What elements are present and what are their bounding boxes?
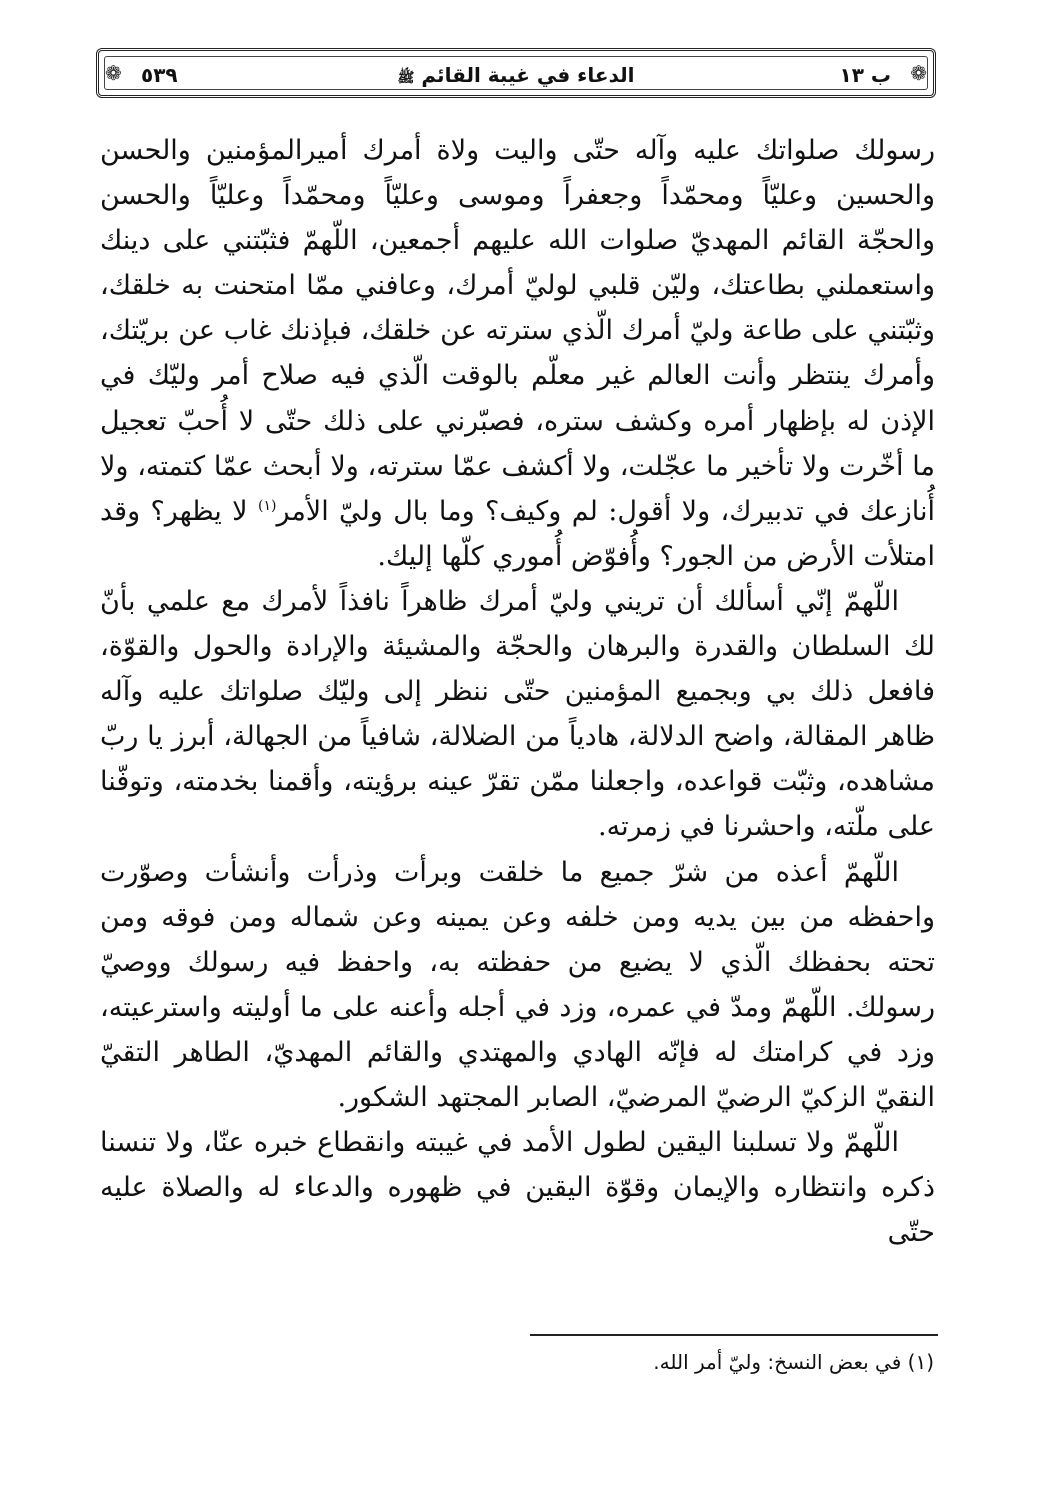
honorific-symbol: ﷺ	[397, 70, 415, 86]
footnote-separator	[530, 1334, 938, 1336]
main-text	[100, 128, 935, 1255]
footnote-reference: (١)	[257, 497, 277, 514]
chapter-label: ب ١٣	[839, 63, 891, 87]
paragraph-4: اللّهمّ ولا تسلبنا اليقين لطول الأمد في غيبته وانقطاع خبره عنّا، ولا تنسنا ذكره وانتظاره والإيمان وقوّة اليقين في ظهوره والدعاء له والصلاة عليه حتّى	[100, 1127, 935, 1249]
paragraph-3: اللّهمّ أعذه من شرّ جميع ما خلقت وبرأت وذرأت وأنشأت وصوّرت واحفظه من بين يديه ومن خلفه وعن يمينه وعن شماله ومن فوقه ومن تحته بحفظك الّذي لا يضيع من حفظته به، واحفظ فيه رسولك ووصيّ رسولك. اللّهمّ ومدّ في عمره، وزد في أجله وأعنه على ما أوليته واسترعيته، وزد في كرامتك له فإنّه الهادي والمهتدي والقائم المهديّ، الطاهر التقيّ النقيّ الزكيّ الرضيّ المرضيّ، الصابر المجتهد الشكور.	[100, 856, 935, 1113]
running-title-text: الدعاء في غيبة القائم	[421, 63, 635, 87]
page-header	[96, 48, 936, 98]
ornament-left-icon: ❁	[105, 61, 122, 85]
paragraph-2: اللّهمّ إنّي أسألك أن تريني وليّ أمرك ظاهراً نافذاً لأمرك مع علمي بأنّ لك السلطان والقدرة والبرهان والحجّة والمشيئة والإرادة والحول والقوّة، فافعل ذلك بي وبجميع المؤمنين حتّى ننظر إلى وليّك صلواتك عليه وآله ظاهر المقالة، واضح الدلالة، هادياً من الضلالة، شافياً من الجهالة، أبرز يا ربّ مشاهده، وثبّت قواعده، واجعلنا ممّن تقرّ عينه برؤيته، وأقمنا بخدمته، وتوفّنا على ملّته، واحشرنا في زمرته.	[100, 585, 935, 843]
page-number: ٥٣٩	[141, 63, 178, 87]
paragraph-1-part-a: رسولك صلواتك عليه وآله حتّى واليت ولاة أمرك أميرالمؤمنين والحسن والحسين وعليّاً ومحمّداً وجعفراً وموسى وعليّاً ومحمّداً وعليّاً والحسن والحجّة القائم المهديّ صلوات الله عليهم أجمعين، اللّهمّ فثبّتني على دينك واستعملني بطاعتك، وليّن قلبي لوليّ أمرك، وعافني ممّا امتحنت به خلقك، وثبّتني على طاعة وليّ أمرك الّذي سترته عن خلقك، فبإذنك غاب عن بريّتك، وأمرك ينتظر وأنت العالم غير معلّم بالوقت الّذي فيه صلاح أمر وليّك في الإذن له بإظهار أمره وكشف ستره، فصبّرني على ذلك حتّى لا أُحبّ تعجيل ما أخّرت ولا تأخير ما عجّلت، ولا أكشف عمّا سترته، ولا أبحث عمّا كتمته، ولا أُنازعك في تدبيرك، ولا أقول: لم وكيف؟ وما بال وليّ الأمر	[100, 135, 935, 527]
paragraph-1	[100, 128, 935, 579]
footnote: (١) في بعض النسخ: وليّ أمر الله.	[653, 1350, 934, 1374]
ornament-right-icon: ❁	[910, 61, 927, 85]
paragraph-1-part-b: لا يظهر؟ وقد امتلأت الأرض من الجور؟ وأُفوّض أُموري كلّها إليك.	[100, 495, 935, 572]
running-title	[99, 61, 933, 92]
